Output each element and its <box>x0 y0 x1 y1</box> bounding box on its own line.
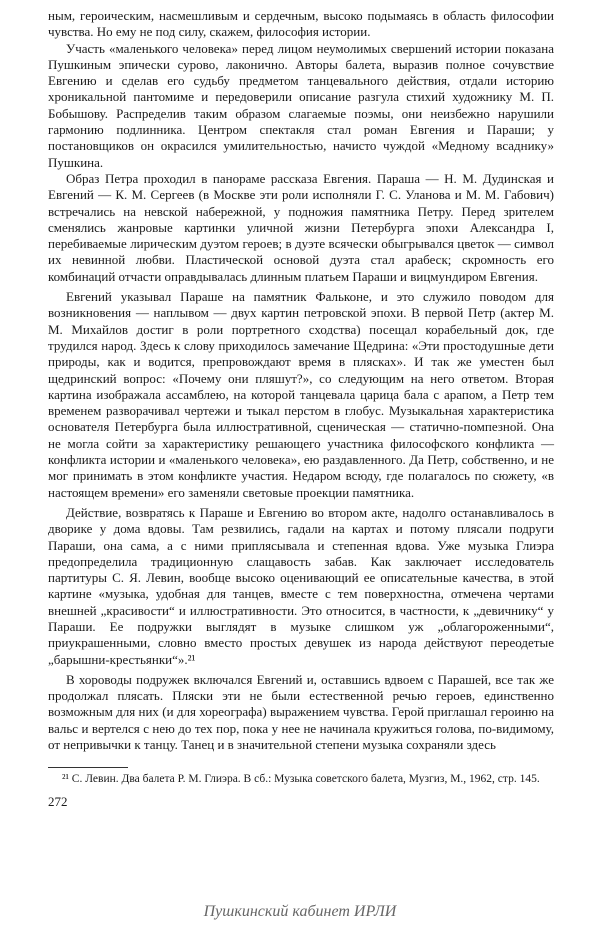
footnote-divider <box>48 767 128 768</box>
paragraph-5: Действие, возвратясь к Параше и Евгению во втором акте, надолго останавливалось в дворике у дома вдовы. Там резвились, гадали на картах и потому плясали подруги Параши, она сама, а с ними приплясывала и степенная вдова. Уже музыка Глиэра предопределила традиционную слащавость забав. Как заключает исследователь партитуры С. Я. Левин, вообще высоко оценивающий ее описательные качества, в этой картине «музыка, удобная для танцев, вместе с тем поверхностна, отмечена чертами внешней „красивости“ и иллюстративности. Это относится, в частности, к „девичнику“ у Параши. Ее подружки выглядят в музыке слишком уж „облагороженными“, приукрашенными, словно вместо простых девушек из народа действуют переодетые „барышни-крестьянки“».²¹ <box>48 504 554 667</box>
paragraph-1: ным, героическим, насмешливым и сердечным, высоко подымаясь в область философии чувства. Но ему не под силу, скажем, философия истории. <box>48 8 554 40</box>
watermark: Пушкинский кабинет ИРЛИ <box>203 903 397 920</box>
paragraph-4: Евгений указывал Параше на памятник Фальконе, и это служило поводом для возникновения — наплывом — двух картин петровской эпохи. В первой Петр (актер М. М. Михайлов достиг в роли портретного сходства) посещал корабельный док, где трудился народ. Здесь к слову приходилось замечание Щедрина: «Эти простодушные дети природы, как и водится, препровождают время в плясках». И так же уместен был щедринский вопрос: «Почему они пляшут?», со следующим на него ответом. Вторая картина изображала ассамблею, на которой танцевала царица бала с арапом, а Петр тем временем разворачивал чертежи и тыкал перстом в глобус. Музыкальная характеристика основателя Петербурга была иллюстративной, сценическая — статично-помпезной. Она не могла сойти за характеристику решающего участника философского конфликта — конфликта истории и «маленького человека», ею раздавленного. Да Петр, собственно, и не мог принимать в этом конфликте участия. Недаром всюду, где полагалось по сюжету, «в настоящем времени» его заменяли световые проекции памятника. <box>48 289 554 500</box>
page-number: 272 <box>48 794 68 810</box>
paragraph-2: Участь «маленького человека» перед лицом неумолимых свершений истории показана Пушкиным эпически сурово, лаконично. Авторы балета, выразив полное сочувствие Евгению и сделав его судьбу предметом танцевального действия, отдали историю хроникальной пантомиме и передоверили описание разгула стихий художнику М. П. Бобышову. Распределив таким образом слагаемые поэмы, они неизбежно нарушили гармонию подлинника. Центром спектакля стал роман Евгения и Параши; у постановщиков он окрасился умилительностью, начисто чуждой «Медному всаднику» Пушкина. <box>48 40 554 170</box>
paragraph-6: В хороводы подружек включался Евгений и, оставшись вдвоем с Парашей, все так же продолжал плясать. Пляски эти не были естественной речью героев, единственно возможным для них (и для хореографа) выражением чувства. Герой приглашал героиню на вальс и вертелся с нею до тех пор, пока у нее не начинала кружиться голова, по-видимому, от непривычки к танцу. Танец и в значительной степени музыка сохраняли здесь <box>48 671 554 753</box>
paragraph-3: Образ Петра проходил в панораме рассказа Евгения. Параша — Н. М. Дудинская и Евгений — К. М. Сергеев (в Москве эти роли исполняли Г. С. Уланова и М. М. Габович) встречались на невской набережной, у подножия памятника Петру. Перед зрителем сменялись жанровые картинки уличной жизни Петербурга эпохи Александра I, перебиваемые лирическим дуэтом героев; в дуэте всячески обыгрывался цветок — символ их невинной любви. Пластической основой дуэта стал арабеск; скромность его комбинаций отчасти оправдывалась длинным платьем Параши и вицмундиром Евгения. <box>48 170 554 284</box>
footnote: ²¹ С. Левин. Два балета Р. М. Глиэра. В сб.: Музыка советского балета, Музгиз, М., 1962, стр. 145. <box>62 773 540 786</box>
body-text <box>48 8 554 753</box>
